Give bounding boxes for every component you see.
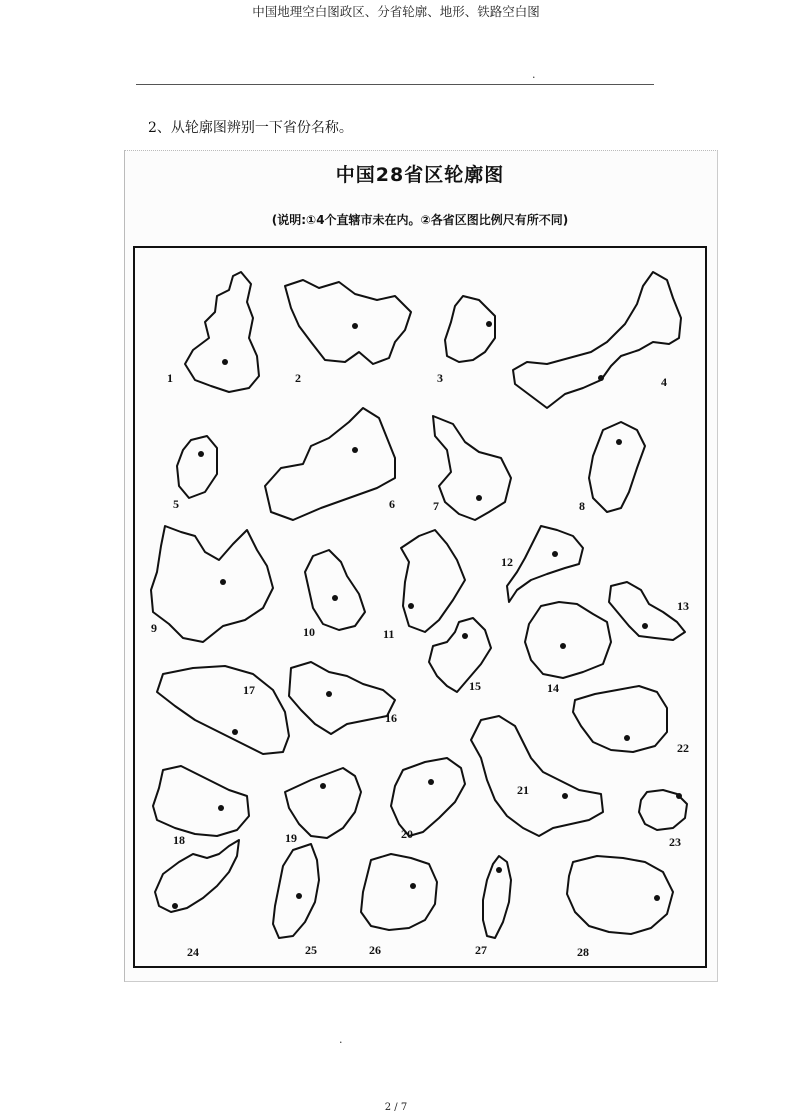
capital-marker [296,893,302,899]
capital-marker [552,551,558,557]
province-outline-4 [513,272,681,408]
capital-marker [408,603,414,609]
province-label-17: 17 [243,683,255,697]
province-label-25: 25 [305,943,317,957]
question-text: 2、从轮廓图辨别一下省份名称。 [148,120,353,136]
province-label-21: 21 [517,783,529,797]
province-label-1: 1 [167,371,173,385]
province-outline-9 [151,526,273,642]
province-outline-13 [609,582,685,640]
capital-marker [222,359,228,365]
province-label-2: 2 [295,371,301,385]
capital-marker [562,793,568,799]
province-label-11: 11 [383,627,395,641]
capital-marker [598,375,604,381]
capital-marker [642,623,648,629]
province-outline-2 [285,280,411,364]
capital-marker [320,783,326,789]
page-number: 2 / 7 [384,1102,408,1113]
province-label-22: 22 [677,741,689,755]
province-label-3: 3 [437,371,443,385]
province-label-15: 15 [469,679,481,693]
province-outline-16 [289,662,395,734]
province-label-8: 8 [579,499,585,513]
province-outline-5 [177,436,217,498]
capital-marker [616,439,622,445]
province-outline-7 [433,416,511,520]
capital-marker [624,735,630,741]
header-rule [136,84,654,85]
capital-marker [654,895,660,901]
province-label-24: 24 [187,945,199,959]
capital-marker [496,867,502,873]
capital-marker [332,595,338,601]
province-outline-3 [445,296,495,362]
province-outline-19 [285,768,361,838]
footer-dot: . [339,1033,343,1046]
province-outline-17 [157,666,289,754]
province-outline-11 [401,530,465,632]
province-label-9: 9 [151,621,157,635]
capital-marker [476,495,482,501]
province-outline-26 [361,854,437,930]
province-outline-1 [185,272,259,392]
capital-marker [218,805,224,811]
province-label-14: 14 [547,681,559,695]
capital-marker [462,633,468,639]
province-label-28: 28 [577,945,589,959]
province-label-10: 10 [303,625,315,639]
province-outline-25 [273,844,319,938]
province-outline-14 [525,602,611,678]
capital-marker [560,643,566,649]
province-label-26: 26 [369,943,381,957]
figure-note: (说明:①4个直辖市未在内。②各省区图比例尺有所不同) [271,213,569,227]
capital-marker [232,729,238,735]
header-dot: . [532,68,536,81]
capital-marker [352,323,358,329]
province-label-7: 7 [433,499,439,513]
province-outline-15 [429,618,491,692]
province-outline-28 [567,856,673,934]
province-label-6: 6 [389,497,395,511]
province-label-16: 16 [385,711,397,725]
capital-marker [410,883,416,889]
capital-marker [326,691,332,697]
province-outlines [133,246,707,968]
province-label-23: 23 [669,835,681,849]
capital-marker [486,321,492,327]
capital-marker [198,451,204,457]
capital-marker [352,447,358,453]
province-label-5: 5 [173,497,179,511]
province-label-19: 19 [285,831,297,845]
province-label-12: 12 [501,555,513,569]
province-outline-6 [265,408,395,520]
page-header: 中国地理空白图政区、分省轮廓、地形、铁路空白图 [252,4,540,19]
province-label-18: 18 [173,833,185,847]
province-outline-18 [153,766,249,836]
province-label-13: 13 [677,599,689,613]
capital-marker [676,793,682,799]
province-label-27: 27 [475,943,487,957]
province-outline-10 [305,550,365,630]
capital-marker [172,903,178,909]
province-label-4: 4 [661,375,667,389]
province-outline-12 [507,526,583,602]
province-outline-24 [155,840,239,912]
province-outline-20 [391,758,465,836]
province-outline-22 [573,686,667,752]
province-label-20: 20 [401,827,413,841]
capital-marker [428,779,434,785]
province-outline-8 [589,422,645,512]
figure-title: 中国28省区轮廓图 [335,164,505,186]
capital-marker [220,579,226,585]
province-outline-21 [471,716,603,836]
